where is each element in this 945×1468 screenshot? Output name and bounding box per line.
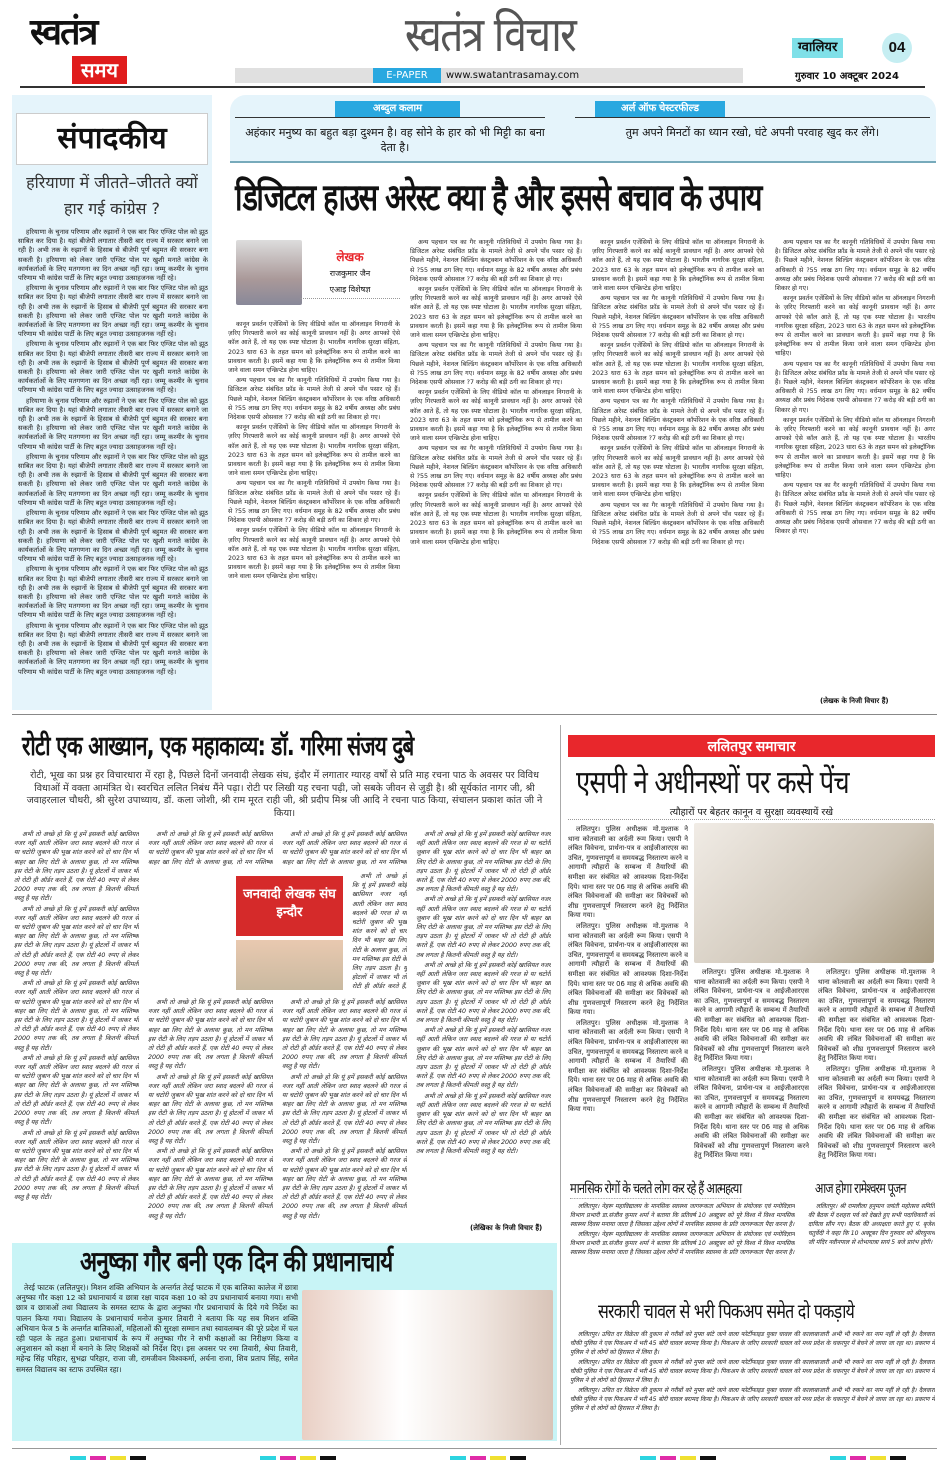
color-bar [470, 1456, 486, 1460]
divider [235, 117, 545, 118]
color-bar [110, 1456, 126, 1460]
anushka-headline: अनुष्का गौर बनी एक दिन की प्रधानाचार्य [80, 1245, 393, 1278]
color-bar [130, 1456, 146, 1460]
event-banner: जनवादी लेखक संघ इन्दौर [236, 876, 343, 936]
roti-intro: रोटी, भूख का प्रश्न हर विचारधारा में रहा है, पिछले दिनों जनवादी लेखक संघ, इंदौर में लगातार ग्यारह वर्षों से प्रति माह रचना पाठ के अवसर पर विविध विधाओं में वक्ता आमंत्रित थे। स्वरचित ललित निबंध मैंने पढ़ा। रोटी पर लिखी यह रचना पढ़ी, जो सबके जीवन से जुड़ी है। श्री सूर्यकांत नागर जी, श्री जवाहरलाल चौधरी, श्री सुरेश उपाध्याय, डॉ. कला जोशी, श्री राम मूरत राही जी, श्री प्रदीप मिश्र जी आदि ने रचना पाठ किया, संचालन प्रकाश कांत जी ने किया। [26, 770, 543, 819]
color-bar [450, 1456, 466, 1460]
editorial-label: संपादकीय [16, 113, 208, 165]
quote-text: अहंकार मनुष्य का बहुत बड़ा दुश्मन है। वह सोने के हार को भी मिट्टी का बना देता है। [245, 126, 545, 154]
roti-photo [232, 872, 347, 992]
color-bar [510, 1456, 526, 1460]
color-bar [260, 1456, 276, 1460]
divider [12, 1448, 937, 1449]
speaker-image [236, 940, 343, 990]
quote-author: अर्ल ऑफ चेस्टरफील्ड [595, 101, 725, 117]
color-bar [850, 1456, 866, 1460]
roti-column: अभी तो अच्छे हो कि यूं हमें इसकरी कोई खासियत नजर नहीं आती लेकिन जरा स्वाद बदलने की गरज से या चटोरी जुबान की भूख शांत करने को दो चार दिन भी बाहर खा लिए रोटी के अलावा कुछ, तो मन मस्तिष्क इस रोटी के लिए तड़प उठता है। यूं होटलों में जाकर भी तो रोटी ही ऑर्डर करते हैं, एक रोटी 40 रुपए से लेकर 2000 रुपए तक की, तब लगता है कितनी कीमती वस्तु है यह रोटी। अभी तो अच्छे हो कि यूं हमें इसकरी कोई खासियत नजर नहीं आती लेकिन जरा स्वाद बदलने की गरज से या चटोरी जुबान की भूख शांत करने को दो चार दिन भी बाहर खा लिए रोटी के अलावा कुछ, तो मन मस्तिष्क इस रोटी के लिए तड़प उठता है। यूं होटलों में जाकर भी तो रोटी ही ऑर्डर करते हैं, एक रोटी 40 रुपए से लेकर 2000 रुपए तक की, तब लगता है कितनी कीमती वस्तु है यह रोटी। अभी तो अच्छे हो कि यूं हमें इसकरी कोई खासियत नजर नहीं आती लेकिन जरा स्वाद बदलने की गरज से या चटोरी जुबान की भूख शांत करने को दो चार दिन भी बाहर खा लिए रोटी के अलावा कुछ, तो मन मस्तिष्क इस रोटी के लिए तड़प उठता है। यूं होटलों में जाकर भी तो रोटी ही ऑर्डर करते हैं, एक रोटी 40 रुपए से लेकर 2000 रुपए तक की, तब लगता है कितनी कीमती वस्तु है यह रोटी। [148, 999, 273, 1220]
header-divider [20, 86, 925, 88]
color-bar [280, 1456, 296, 1460]
roti-column: अभी तो अच्छे हो कि यूं हमें इसकरी कोई खासियत नजर नहीं आती लेकिन जरा स्वाद बदलने की गरज से या चटोरी जुबान की भूख शांत करने को दो चार दिन भी बाहर खा लिए रोटी के अलावा कुछ, तो मन मस्तिष्क [148, 831, 273, 866]
color-bar [300, 1456, 316, 1460]
date: गुरुवार 10 अक्टूबर 2024 [795, 71, 899, 82]
lalitpur-body: ललितपुर। पुलिस अधीक्षक मो.मुश्ताक ने थाना कोतवाली का अर्दली रूम किया। एसपी ने लंबित विवेचना, प्रार्थना-पत्र व आईजीआरएस का उचित, गुणवत्तापूर्ण व समयबद्ध निस्तारण करने व आगामी त्यौहारों के सम्बन्ध में तैयारियों की समीक्षा कर संबंधित को आवश्यक दिशा-निर्देश दिये। थाना स्तर पर 06 माह से अधिक अवधि की लंबित विवेचनाओं की समीक्षा कर विवेचकों को शीघ्र गुणवत्तापूर्ण निस्तारण करने हेतु निर्देशित किया गया। ललितपुर। पुलिस अधीक्षक मो.मुश्ताक ने थाना कोतवाली का अर्दली रूम किया। एसपी ने लंबित विवेचना, प्रार्थना-पत्र व आईजीआरएस का उचित, गुणवत्तापूर्ण व समयबद्ध निस्तारण करने व आगामी त्यौहारों के सम्बन्ध में तैयारियों की समीक्षा कर संबंधित को आवश्यक दिशा-निर्देश दिये। थाना स्तर पर 06 माह से अधिक अवधि की लंबित विवेचनाओं की समीक्षा कर विवेचकों को शीघ्र गुणवत्तापूर्ण निस्तारण करने हेतु निर्देशित किया गया। [694, 968, 809, 1160]
color-bar [640, 1456, 656, 1460]
author-label: लेखक [336, 250, 364, 264]
lalitpur-subhead: त्यौहारों पर बेहतर कानून व सुरक्षा व्यवस्थायें रखे [568, 806, 935, 820]
article-column: अन्य पहचान पत्र का गैर कानूनी गतिविधियों में उपयोग किया गया है। डिजिटल अरेस्ट संबंधित फ्रॉड के मामले तेजी से अपने पाँव पसार रहे हैं। पिछले महीने, नेशनल बिल्डिंग कंस्ट्रक्शन कॉर्पोरेशन के एक वरिष्ठ अधिकारी से ?55 लाख ठग लिए गए। वर्धमान समूह के 82 वर्षीय अध्यक्ष और प्रबंध निदेशक एसपी ओसवाल ?7 करोड़ की बड़ी ठगी का शिकार हो गए। कानून प्रवर्तन एजेंसियों के लिए वीडियो कॉल या ऑनलाइन निगरानी के ज़रिए गिरफ्तारी करने का कोई कानूनी प्रावधान नहीं है। अगर आपको ऐसे कॉल आते हैं, तो यह एक स्पष्ट घोटाला है। भारतीय नागरिक सुरक्षा संहिता, 2023 धारा 63 के तहत समन को इलेक्ट्रॉनिक रूप से तामील करने का प्रावधान करती है। इसमें कहा गया है कि इलेक्ट्रॉनिक रूप से तामील किया जाने वाला समन एन्क्रिप्टेड होना चाहिए। अन्य पहचान पत्र का गैर कानूनी गतिविधियों में उपयोग किया गया है। डिजिटल अरेस्ट संबंधित फ्रॉड के मामले तेजी से अपने पाँव पसार रहे हैं। पिछले महीने, नेशनल बिल्डिंग कंस्ट्रक्शन कॉर्पोरेशन के एक वरिष्ठ अधिकारी से ?55 लाख ठग लिए गए। वर्धमान समूह के 82 वर्षीय अध्यक्ष और प्रबंध निदेशक एसपी ओसवाल ?7 करोड़ की बड़ी ठगी का शिकार हो गए। कानून प्रवर्तन एजेंसियों के लिए वीडियो कॉल या ऑनलाइन निगरानी के ज़रिए गिरफ्तारी करने का कोई कानूनी प्रावधान नहीं है। अगर आपको ऐसे कॉल आते हैं, तो यह एक स्पष्ट घोटाला है। भारतीय नागरिक सुरक्षा संहिता, 2023 धारा 63 के तहत समन को इलेक्ट्रॉनिक रूप से तामील करने का प्रावधान करती है। इसमें कहा गया है कि इलेक्ट्रॉनिक रूप से तामील किया जाने वाला समन एन्क्रिप्टेड होना चाहिए। अन्य पहचान पत्र का गैर कानूनी गतिविधियों में उपयोग किया गया है। डिजिटल अरेस्ट संबंधित फ्रॉड के मामले तेजी से अपने पाँव पसार रहे हैं। पिछले महीने, नेशनल बिल्डिंग कंस्ट्रक्शन कॉर्पोरेशन के एक वरिष्ठ अधिकारी से ?55 लाख ठग लिए गए। वर्धमान समूह के 82 वर्षीय अध्यक्ष और प्रबंध निदेशक एसपी ओसवाल ?7 करोड़ की बड़ी ठगी का शिकार हो गए। [775, 239, 935, 536]
color-bar [890, 1456, 906, 1460]
quote-text: तुम अपने मिनटों का ध्यान रखो, घंटे अपनी परवाह खुद कर लेंगे। [625, 126, 880, 139]
logo-top: स्वतंत्र [30, 11, 97, 53]
color-bar [830, 1456, 846, 1460]
roti-column: अभी तो अच्छे हो कि यूं हमें इसकरी कोई खासियत नजर नहीं आती लेकिन जरा स्वाद बदलने की गरज से या चटोरी जुबान की भूख शांत करने को दो चार दिन भी बाहर खा लिए रोटी के अलावा कुछ, तो मन मस्तिष्क इस रोटी के लिए तड़प उठता है। यूं होटलों में जाकर भी तो रोटी ही ऑर्डर करते हैं, एक रोटी 40 रुपए से लेकर 2000 रुपए तक की, तब लगता है कितनी कीमती वस्तु है यह रोटी। अभी तो अच्छे हो कि यूं हमें इसकरी कोई खासियत नजर नहीं आती लेकिन जरा स्वाद बदलने की गरज से या चटोरी जुबान की भूख शांत करने को दो चार दिन भी बाहर खा लिए रोटी के अलावा कुछ, तो मन मस्तिष्क इस रोटी के लिए तड़प उठता है। यूं होटलों में जाकर भी तो रोटी ही ऑर्डर करते हैं, एक रोटी 40 रुपए से लेकर 2000 रुपए तक की, तब लगता है कितनी कीमती वस्तु है यह रोटी। अभी तो अच्छे हो कि यूं हमें इसकरी कोई खासियत नजर नहीं आती लेकिन जरा स्वाद बदलने की गरज से या चटोरी जुबान की भूख शांत करने को दो चार दिन भी बाहर खा लिए रोटी के अलावा कुछ, तो मन मस्तिष्क इस रोटी के लिए तड़प उठता है। यूं होटलों में जाकर भी तो रोटी ही ऑर्डर करते हैं, एक रोटी 40 रुपए से लेकर 2000 रुपए तक की, तब लगता है कितनी कीमती वस्तु है यह रोटी। अभी तो अच्छे हो कि यूं हमें इसकरी कोई खासियत नजर नहीं आती लेकिन जरा स्वाद बदलने की गरज से या चटोरी जुबान की भूख शांत करने को दो चार दिन भी बाहर खा लिए रोटी के अलावा कुछ, तो मन मस्तिष्क इस रोटी के लिए तड़प उठता है। यूं होटलों में जाकर भी तो रोटी ही ऑर्डर करते हैं, एक रोटी 40 रुपए से लेकर 2000 रुपए तक की, तब लगता है कितनी कीमती वस्तु है यह रोटी। अभी तो अच्छे हो कि यूं हमें इसकरी कोई खासियत नजर नहीं आती लेकिन जरा स्वाद बदलने की गरज से या चटोरी जुबान की भूख शांत करने को दो चार दिन भी बाहर खा लिए रोटी के अलावा कुछ, तो मन मस्तिष्क इस रोटी के लिए तड़प उठता है। यूं होटलों में जाकर भी तो रोटी ही ऑर्डर करते हैं, एक रोटी 40 रुपए से लेकर 2000 रुपए तक की, तब लगता है कितनी कीमती वस्तु है यह रोटी। [14, 831, 139, 1201]
author-photo [236, 240, 302, 305]
epaper-badge: E-PAPER [373, 68, 441, 83]
roti-column: अभी तो अच्छे हो कि यूं हमें इसकरी कोई खासियत नजर नहीं आती लेकिन जरा स्वाद बदलने की गरज से या चटोरी जुबान की भूख शांत करने को दो चार दिन भी बाहर खा लिए रोटी के अलावा कुछ, तो मन मस्तिष्क इस रोटी के लिए तड़प उठता है। यूं होटलों में जाकर भी तो रोटी ही ऑर्डर करते हैं, एक रोटी 40 रुपए से लेकर 2000 रुपए तक की, तब लगता है कितनी कीमती वस्तु है यह रोटी। अभी तो अच्छे हो कि यूं हमें इसकरी कोई खासियत नजर नहीं आती लेकिन जरा स्वाद बदलने की गरज से या चटोरी जुबान की भूख शांत करने को दो चार दिन भी बाहर खा लिए रोटी के अलावा कुछ, तो मन मस्तिष्क इस रोटी के लिए तड़प उठता है। यूं होटलों में जाकर भी तो रोटी ही ऑर्डर करते हैं, एक रोटी 40 रुपए से लेकर 2000 रुपए तक की, तब लगता है कितनी कीमती वस्तु है यह रोटी। अभी तो अच्छे हो कि यूं हमें इसकरी कोई खासियत नजर नहीं आती लेकिन जरा स्वाद बदलने की गरज से या चटोरी जुबान की भूख शांत करने को दो चार दिन भी बाहर खा लिए रोटी के अलावा कुछ, तो मन मस्तिष्क इस रोटी के लिए तड़प उठता है। यूं होटलों में जाकर भी तो रोटी ही ऑर्डर करते हैं, एक रोटी 40 रुपए से लेकर 2000 रुपए तक की, तब लगता है कितनी कीमती वस्तु है यह रोटी। [282, 999, 407, 1220]
editorial-body: हरियाणा के चुनाव परिणाम और रुझानों ने एक बार फिर एग्जिट पोल को झूठ साबित कर दिया है। यहां बीजेपी लगातार तीसरी बार राज्य में सरकार बनाने जा रही है। अभी तक के रुझानों के हिसाब से बीजेपी पूर्ण बहुमत की सरकार बना सकती है। हरियाणा को लेकर जारी एग्जिट पोल पर खुशी मनाते कांग्रेस के कार्यकर्ताओं के लिए मतगणना का दिन अच्छा नहीं रहा। जम्मू कश्मीर के चुनाव परिणाम भी कांग्रेस पार्टी के लिए बहुत ज्यादा उत्साहजनक नहीं रहे। हरियाणा के चुनाव परिणाम और रुझानों ने एक बार फिर एग्जिट पोल को झूठ साबित कर दिया है। यहां बीजेपी लगातार तीसरी बार राज्य में सरकार बनाने जा रही है। अभी तक के रुझानों के हिसाब से बीजेपी पूर्ण बहुमत की सरकार बना सकती है। हरियाणा को लेकर जारी एग्जिट पोल पर खुशी मनाते कांग्रेस के कार्यकर्ताओं के लिए मतगणना का दिन अच्छा नहीं रहा। जम्मू कश्मीर के चुनाव परिणाम भी कांग्रेस पार्टी के लिए बहुत ज्यादा उत्साहजनक नहीं रहे। हरियाणा के चुनाव परिणाम और रुझानों ने एक बार फिर एग्जिट पोल को झूठ साबित कर दिया है। यहां बीजेपी लगातार तीसरी बार राज्य में सरकार बनाने जा रही है। अभी तक के रुझानों के हिसाब से बीजेपी पूर्ण बहुमत की सरकार बना सकती है। हरियाणा को लेकर जारी एग्जिट पोल पर खुशी मनाते कांग्रेस के कार्यकर्ताओं के लिए मतगणना का दिन अच्छा नहीं रहा। जम्मू कश्मीर के चुनाव परिणाम भी कांग्रेस पार्टी के लिए बहुत ज्यादा उत्साहजनक नहीं रहे। हरियाणा के चुनाव परिणाम और रुझानों ने एक बार फिर एग्जिट पोल को झूठ साबित कर दिया है। यहां बीजेपी लगातार तीसरी बार राज्य में सरकार बनाने जा रही है। अभी तक के रुझानों के हिसाब से बीजेपी पूर्ण बहुमत की सरकार बना सकती है। हरियाणा को लेकर जारी एग्जिट पोल पर खुशी मनाते कांग्रेस के कार्यकर्ताओं के लिए मतगणना का दिन अच्छा नहीं रहा। जम्मू कश्मीर के चुनाव परिणाम भी कांग्रेस पार्टी के लिए बहुत ज्यादा उत्साहजनक नहीं रहे। हरियाणा के चुनाव परिणाम और रुझानों ने एक बार फिर एग्जिट पोल को झूठ साबित कर दिया है। यहां बीजेपी लगातार तीसरी बार राज्य में सरकार बनाने जा रही है। अभी तक के रुझानों के हिसाब से बीजेपी पूर्ण बहुमत की सरकार बना सकती है। हरियाणा को लेकर जारी एग्जिट पोल पर खुशी मनाते कांग्रेस के कार्यकर्ताओं के लिए मतगणना का दिन अच्छा नहीं रहा। जम्मू कश्मीर के चुनाव परिणाम भी कांग्रेस पार्टी के लिए बहुत ज्यादा उत्साहजनक नहीं रहे। हरियाणा के चुनाव परिणाम और रुझानों ने एक बार फिर एग्जिट पोल को झूठ साबित कर दिया है। यहां बीजेपी लगातार तीसरी बार राज्य में सरकार बनाने जा रही है। अभी तक के रुझानों के हिसाब से बीजेपी पूर्ण बहुमत की सरकार बना सकती है। हरियाणा को लेकर जारी एग्जिट पोल पर खुशी मनाते कांग्रेस के कार्यकर्ताओं के लिए मतगणना का दिन अच्छा नहीं रहा। जम्मू कश्मीर के चुनाव परिणाम भी कांग्रेस पार्टी के लिए बहुत ज्यादा उत्साहजनक नहीं रहे। हरियाणा के चुनाव परिणाम और रुझानों ने एक बार फिर एग्जिट पोल को झूठ साबित कर दिया है। यहां बीजेपी लगातार तीसरी बार राज्य में सरकार बनाने जा रही है। अभी तक के रुझानों के हिसाब से बीजेपी पूर्ण बहुमत की सरकार बना सकती है। हरियाणा को लेकर जारी एग्जिट पोल पर खुशी मनाते कांग्रेस के कार्यकर्ताओं के लिए मतगणना का दिन अच्छा नहीं रहा। जम्मू कश्मीर के चुनाव परिणाम भी कांग्रेस पार्टी के लिए बहुत ज्यादा उत्साहजनक नहीं रहे। हरियाणा के चुनाव परिणाम और रुझानों ने एक बार फिर एग्जिट पोल को झूठ साबित कर दिया है। यहां बीजेपी लगातार तीसरी बार राज्य में सरकार बनाने जा रही है। अभी तक के रुझानों के हिसाब से बीजेपी पूर्ण बहुमत की सरकार बना सकती है। हरियाणा को लेकर जारी एग्जिट पोल पर खुशी मनाते कांग्रेस के कार्यकर्ताओं के लिए मतगणना का दिन अच्छा नहीं रहा। जम्मू कश्मीर के चुनाव परिणाम भी कांग्रेस पार्टी के लिए बहुत ज्यादा उत्साहजनक नहीं रहे। [18, 228, 208, 676]
lalitpur-body: ललितपुर। पुलिस अधीक्षक मो.मुश्ताक ने थाना कोतवाली का अर्दली रूम किया। एसपी ने लंबित विवेचना, प्रार्थना-पत्र व आईजीआरएस का उचित, गुणवत्तापूर्ण व समयबद्ध निस्तारण करने व आगामी त्यौहारों के सम्बन्ध में तैयारियों की समीक्षा कर संबंधित को आवश्यक दिशा-निर्देश दिये। थाना स्तर पर 06 माह से अधिक अवधि की लंबित विवेचनाओं की समीक्षा कर विवेचकों को शीघ्र गुणवत्तापूर्ण निस्तारण करने हेतु निर्देशित किया गया। ललितपुर। पुलिस अधीक्षक मो.मुश्ताक ने थाना कोतवाली का अर्दली रूम किया। एसपी ने लंबित विवेचना, प्रार्थना-पत्र व आईजीआरएस का उचित, गुणवत्तापूर्ण व समयबद्ध निस्तारण करने व आगामी त्यौहारों के सम्बन्ध में तैयारियों की समीक्षा कर संबंधित को आवश्यक दिशा-निर्देश दिये। थाना स्तर पर 06 माह से अधिक अवधि की लंबित विवेचनाओं की समीक्षा कर विवेचकों को शीघ्र गुणवत्तापूर्ण निस्तारण करने हेतु निर्देशित किया गया। ललितपुर। पुलिस अधीक्षक मो.मुश्ताक ने थाना कोतवाली का अर्दली रूम किया। एसपी ने लंबित विवेचना, प्रार्थना-पत्र व आईजीआरएस का उचित, गुणवत्तापूर्ण व समयबद्ध निस्तारण करने व आगामी त्यौहारों के सम्बन्ध में तैयारियों की समीक्षा कर संबंधित को आवश्यक दिशा-निर्देश दिये। थाना स्तर पर 06 माह से अधिक अवधि की लंबित विवेचनाओं की समीक्षा कर विवेचकों को शीघ्र गुणवत्तापूर्ण निस्तारण करने हेतु निर्देशित किया गया। [568, 825, 688, 1114]
lalitpur-section-header: ललितपुर समाचार [568, 735, 935, 757]
roti-column: अभी तो अच्छे हो कि यूं हमें इसकरी कोई खासियत नजर नहीं आती लेकिन जरा स्वाद बदलने की गरज से या चटोरी जुबान की भूख शांत करने को दो चार दिन भी बाहर खा लिए रोटी के अलावा कुछ, तो मन मस्तिष्क इस रोटी के लिए तड़प उठता है। यूं होटलों में जाकर भी तो रोटी ही ऑर्डर करते हैं, एक रोटी 40 रुपए से लेकर 2000 रुपए तक की, तब लगता है कितनी कीमती वस्तु है यह रोटी। अभी तो अच्छे हो कि यूं हमें इसकरी कोई खासियत नजर नहीं आती लेकिन जरा स्वाद बदलने की गरज से या चटोरी जुबान की भूख शांत करने को दो चार दिन भी बाहर खा लिए रोटी के अलावा कुछ, तो मन मस्तिष्क इस रोटी के लिए तड़प उठता है। यूं होटलों में जाकर भी तो रोटी ही ऑर्डर करते हैं, एक रोटी 40 रुपए से लेकर 2000 रुपए तक की, तब लगता है कितनी कीमती वस्तु है यह रोटी। अभी तो अच्छे हो कि यूं हमें इसकरी कोई खासियत नजर नहीं आती लेकिन जरा स्वाद बदलने की गरज से या चटोरी जुबान की भूख शांत करने को दो चार दिन भी बाहर खा लिए रोटी के अलावा कुछ, तो मन मस्तिष्क इस रोटी के लिए तड़प उठता है। यूं होटलों में जाकर भी तो रोटी ही ऑर्डर करते हैं, एक रोटी 40 रुपए से लेकर 2000 रुपए तक की, तब लगता है कितनी कीमती वस्तु है यह रोटी। अभी तो अच्छे हो कि यूं हमें इसकरी कोई खासियत नजर नहीं आती लेकिन जरा स्वाद बदलने की गरज से या चटोरी जुबान की भूख शांत करने को दो चार दिन भी बाहर खा लिए रोटी के अलावा कुछ, तो मन मस्तिष्क इस रोटी के लिए तड़प उठता है। यूं होटलों में जाकर भी तो रोटी ही ऑर्डर करते हैं, एक रोटी 40 रुपए से लेकर 2000 रुपए तक की, तब लगता है कितनी कीमती वस्तु है यह रोटी। अभी तो अच्छे हो कि यूं हमें इसकरी कोई खासियत नजर नहीं आती लेकिन जरा स्वाद बदलने की गरज से या चटोरी जुबान की भूख शांत करने को दो चार दिन भी बाहर खा लिए रोटी के अलावा कुछ, तो मन मस्तिष्क इस रोटी के लिए तड़प उठता है। यूं होटलों में जाकर भी तो रोटी ही ऑर्डर करते हैं, एक रोटी 40 रुपए से लेकर 2000 रुपए तक की, तब लगता है कितनी कीमती वस्तु है यह रोटी। [416, 831, 551, 1155]
anushka-body: तेरई फाटक (ललितपुर)। मिशन शक्ति अभियान के अन्तर्गत तेरई फाटक में एक बालिका कालेज में छात्रा अनुष्का गौर कक्षा 12 को प्रधानाचार्य व छात्रा रक्षा यादव कक्षा 10 को उप प्रधानाचार्य बनाया गया। सभी छात्र व छात्राओं तथा विद्यालय के समस्त स्टाफ के द्वारा अनुष्का गौर प्रधानाचार्य के दिये गये निर्देश का पालन किया गया। विद्यालय के प्रधानाचार्य मनोज कुमार तिवारी ने बताया कि यह सब मिशन शक्ति अभियान फेज 5 के अन्तर्गत बालिकाओं, महिलाओं की सुरक्षा सम्मान तथा स्वावलम्बन की पूरे प्रदेश में चल रही पहल के तहत हुआ। प्रधानाचार्य के रूप में अनुष्का गौर ने सभी कक्षाओं का निरीक्षण किया व अनुशासन को कक्षा में बनाने के लिए शिक्षकों को निर्देश दिए। इस अवसर पर रमा तिवारी, श्रेया तिवारी, महेन्द्र सिंह परिहार, सुभद्रा परिहार, राजा जी, रामजीवन विश्वकर्मा, अर्चना राजा, शिव प्रताप सिंह, समेत समस्त विद्यालय का स्टाफ उपस्थित रहा। [16, 1283, 298, 1374]
story-body: ललितपुर। नेहरू महाविद्यालय के मानसिक स्वास्थ्य जागरूकता अभियान के संयोजक एवं मनोविज्ञान विभाग प्रभारी डा.संजीव कुमार शर्मा ने बताया कि प्रतिवर्ष 10 अक्टूबर को पूरे विश्व में विश्व मानसिक स्वास्थ्य दिवस मनाया जाता है जिसका उद्देश्य लोगों में मानसिक स्वास्थ्य के प्रति जागरूकता पैदा करना है। ललितपुर। नेहरू महाविद्यालय के मानसिक स्वास्थ्य जागरूकता अभियान के संयोजक एवं मनोविज्ञान विभाग प्रभारी डा.संजीव कुमार शर्मा ने बताया कि प्रतिवर्ष 10 अक्टूबर को पूरे विश्व में विश्व मानसिक स्वास्थ्य दिवस मनाया जाता है जिसका उद्देश्य लोगों में मानसिक स्वास्थ्य के प्रति जागरूकता पैदा करना है। [570, 1203, 795, 1256]
article-column: कानून प्रवर्तन एजेंसियों के लिए वीडियो कॉल या ऑनलाइन निगरानी के ज़रिए गिरफ्तारी करने का कोई कानूनी प्रावधान नहीं है। अगर आपको ऐसे कॉल आते हैं, तो यह एक स्पष्ट घोटाला है। भारतीय नागरिक सुरक्षा संहिता, 2023 धारा 63 के तहत समन को इलेक्ट्रॉनिक रूप से तामील करने का प्रावधान करती है। इसमें कहा गया है कि इलेक्ट्रॉनिक रूप से तामील किया जाने वाला समन एन्क्रिप्टेड होना चाहिए। अन्य पहचान पत्र का गैर कानूनी गतिविधियों में उपयोग किया गया है। डिजिटल अरेस्ट संबंधित फ्रॉड के मामले तेजी से अपने पाँव पसार रहे हैं। पिछले महीने, नेशनल बिल्डिंग कंस्ट्रक्शन कॉर्पोरेशन के एक वरिष्ठ अधिकारी से ?55 लाख ठग लिए गए। वर्धमान समूह के 82 वर्षीय अध्यक्ष और प्रबंध निदेशक एसपी ओसवाल ?7 करोड़ की बड़ी ठगी का शिकार हो गए। कानून प्रवर्तन एजेंसियों के लिए वीडियो कॉल या ऑनलाइन निगरानी के ज़रिए गिरफ्तारी करने का कोई कानूनी प्रावधान नहीं है। अगर आपको ऐसे कॉल आते हैं, तो यह एक स्पष्ट घोटाला है। भारतीय नागरिक सुरक्षा संहिता, 2023 धारा 63 के तहत समन को इलेक्ट्रॉनिक रूप से तामील करने का प्रावधान करती है। इसमें कहा गया है कि इलेक्ट्रॉनिक रूप से तामील किया जाने वाला समन एन्क्रिप्टेड होना चाहिए। अन्य पहचान पत्र का गैर कानूनी गतिविधियों में उपयोग किया गया है। डिजिटल अरेस्ट संबंधित फ्रॉड के मामले तेजी से अपने पाँव पसार रहे हैं। पिछले महीने, नेशनल बिल्डिंग कंस्ट्रक्शन कॉर्पोरेशन के एक वरिष्ठ अधिकारी से ?55 लाख ठग लिए गए। वर्धमान समूह के 82 वर्षीय अध्यक्ष और प्रबंध निदेशक एसपी ओसवाल ?7 करोड़ की बड़ी ठगी का शिकार हो गए। कानून प्रवर्तन एजेंसियों के लिए वीडियो कॉल या ऑनलाइन निगरानी के ज़रिए गिरफ्तारी करने का कोई कानूनी प्रावधान नहीं है। अगर आपको ऐसे कॉल आते हैं, तो यह एक स्पष्ट घोटाला है। भारतीय नागरिक सुरक्षा संहिता, 2023 धारा 63 के तहत समन को इलेक्ट्रॉनिक रूप से तामील करने का प्रावधान करती है। इसमें कहा गया है कि इलेक्ट्रॉनिक रूप से तामील किया जाने वाला समन एन्क्रिप्टेड होना चाहिए। [228, 321, 400, 581]
quotes-panel [230, 95, 936, 163]
roti-column: अभी तो अच्छे हो कि यूं हमें इसकरी कोई खासियत नजर नहीं आती लेकिन जरा स्वाद बदलने की गरज से या चटोरी जुबान की भूख शांत करने को दो चार दिन भी बाहर खा लिए रोटी के अलावा कुछ, तो मन मस्तिष्क इस रोटी के लिए तड़प उठता है। यूं होटलों में जाकर भी तो रोटी ही ऑर्डर करते हैं, [352, 873, 407, 991]
story-headline: आज होगा रामेश्वरम पूजन [815, 1181, 906, 1197]
article-byline-end: (लेखक के निजी विचार हैं) [820, 697, 889, 705]
color-bar [870, 1456, 886, 1460]
divider [575, 117, 930, 118]
author-role: एआइ विशेषज्ञ [300, 284, 400, 299]
color-bar [680, 1456, 696, 1460]
story-body: ललितपुर। श्री रामलीला हनुमान जयंती महोत्सव समिति की बैठक में दशहरा पर्व को देखते हुए सभी पदाधिकारी को दायित्व सौंप गए। बैठक की अध्यक्षता करते हुए पं. बृजेश चतुर्वेदी ने कहा कि 10 अक्टूबर दिन गुरुवार को श्रीरघुनाथ जी मंदिर नवीनपाल से शोभायात्रा सायं 5 बजे प्रारंभ होगी। [808, 1203, 935, 1246]
article-column: अन्य पहचान पत्र का गैर कानूनी गतिविधियों में उपयोग किया गया है। डिजिटल अरेस्ट संबंधित फ्रॉड के मामले तेजी से अपने पाँव पसार रहे हैं। पिछले महीने, नेशनल बिल्डिंग कंस्ट्रक्शन कॉर्पोरेशन के एक वरिष्ठ अधिकारी से ?55 लाख ठग लिए गए। वर्धमान समूह के 82 वर्षीय अध्यक्ष और प्रबंध निदेशक एसपी ओसवाल ?7 करोड़ की बड़ी ठगी का शिकार हो गए। कानून प्रवर्तन एजेंसियों के लिए वीडियो कॉल या ऑनलाइन निगरानी के ज़रिए गिरफ्तारी करने का कोई कानूनी प्रावधान नहीं है। अगर आपको ऐसे कॉल आते हैं, तो यह एक स्पष्ट घोटाला है। भारतीय नागरिक सुरक्षा संहिता, 2023 धारा 63 के तहत समन को इलेक्ट्रॉनिक रूप से तामील करने का प्रावधान करती है। इसमें कहा गया है कि इलेक्ट्रॉनिक रूप से तामील किया जाने वाला समन एन्क्रिप्टेड होना चाहिए। अन्य पहचान पत्र का गैर कानूनी गतिविधियों में उपयोग किया गया है। डिजिटल अरेस्ट संबंधित फ्रॉड के मामले तेजी से अपने पाँव पसार रहे हैं। पिछले महीने, नेशनल बिल्डिंग कंस्ट्रक्शन कॉर्पोरेशन के एक वरिष्ठ अधिकारी से ?55 लाख ठग लिए गए। वर्धमान समूह के 82 वर्षीय अध्यक्ष और प्रबंध निदेशक एसपी ओसवाल ?7 करोड़ की बड़ी ठगी का शिकार हो गए। कानून प्रवर्तन एजेंसियों के लिए वीडियो कॉल या ऑनलाइन निगरानी के ज़रिए गिरफ्तारी करने का कोई कानूनी प्रावधान नहीं है। अगर आपको ऐसे कॉल आते हैं, तो यह एक स्पष्ट घोटाला है। भारतीय नागरिक सुरक्षा संहिता, 2023 धारा 63 के तहत समन को इलेक्ट्रॉनिक रूप से तामील करने का प्रावधान करती है। इसमें कहा गया है कि इलेक्ट्रॉनिक रूप से तामील किया जाने वाला समन एन्क्रिप्टेड होना चाहिए। अन्य पहचान पत्र का गैर कानूनी गतिविधियों में उपयोग किया गया है। डिजिटल अरेस्ट संबंधित फ्रॉड के मामले तेजी से अपने पाँव पसार रहे हैं। पिछले महीने, नेशनल बिल्डिंग कंस्ट्रक्शन कॉर्पोरेशन के एक वरिष्ठ अधिकारी से ?55 लाख ठग लिए गए। वर्धमान समूह के 82 वर्षीय अध्यक्ष और प्रबंध निदेशक एसपी ओसवाल ?7 करोड़ की बड़ी ठगी का शिकार हो गए। कानून प्रवर्तन एजेंसियों के लिए वीडियो कॉल या ऑनलाइन निगरानी के ज़रिए गिरफ्तारी करने का कोई कानूनी प्रावधान नहीं है। अगर आपको ऐसे कॉल आते हैं, तो यह एक स्पष्ट घोटाला है। भारतीय नागरिक सुरक्षा संहिता, 2023 धारा 63 के तहत समन को इलेक्ट्रॉनिक रूप से तामील करने का प्रावधान करती है। इसमें कहा गया है कि इलेक्ट्रॉनिक रूप से तामील किया जाने वाला समन एन्क्रिप्टेड होना चाहिए। [410, 239, 582, 546]
masthead: स्वतंत्र विचार [404, 7, 576, 63]
editorial-headline: हरियाणा में जीतते–जीतते क्यों हार गई कांग्रेस ? [26, 173, 198, 218]
color-bar [320, 1456, 336, 1460]
color-bar [90, 1456, 106, 1460]
color-bar [660, 1456, 676, 1460]
author-name: राजकुमार जैन [329, 269, 371, 278]
police-photo [694, 823, 934, 963]
story-headline: मानसिक रोगों के चलते लोग कर रहे हैं आत्महत्या [570, 1181, 742, 1197]
page-number: 04 [882, 33, 912, 63]
story-body: ललितपुर। उचित दर विक्रेता की दुकान से गरीबों को मुफ्त बांटे जाने वाला फोर्टीफाइड युक्त चावल की कालाबाजारी अभी भी रुकने का नाम नहीं ले रही है। दैलवारा चौकी पुलिस ने एक पिकअप में भरी 45 बोरी चावल बरामद किया है। पिकअप के जरिए सरकारी चावल को मध्य प्रदेश के चकरपुर में बेचने ले जाया जा रहा था। प्रकरण में पुलिस ने दो लोगों को हिरासत में लिया है। ललितपुर। उचित दर विक्रेता की दुकान से गरीबों को मुफ्त बांटे जाने वाला फोर्टीफाइड युक्त चावल की कालाबाजारी अभी भी रुकने का नाम नहीं ले रही है। दैलवारा चौकी पुलिस ने एक पिकअप में भरी 45 बोरी चावल बरामद किया है। पिकअप के जरिए सरकारी चावल को मध्य प्रदेश के चकरपुर में बेचने ले जाया जा रहा था। प्रकरण में पुलिस ने दो लोगों को हिरासत में लिया है। ललितपुर। उचित दर विक्रेता की दुकान से गरीबों को मुफ्त बांटे जाने वाला फोर्टीफाइड युक्त चावल की कालाबाजारी अभी भी रुकने का नाम नहीं ले रही है। दैलवारा चौकी पुलिस ने एक पिकअप में भरी 45 बोरी चावल बरामद किया है। पिकअप के जरिए सरकारी चावल को मध्य प्रदेश के चकरपुर में बेचने ले जाया जा रहा था। प्रकरण में पुलिस ने दो लोगों को हिरासत में लिया है। [570, 1331, 935, 1412]
lalitpur-headline: एसपी ने अधीनस्थों पर कसे पेंच [576, 763, 849, 801]
students-photo [302, 1290, 553, 1440]
quote-author: अब्दुल कलाम [335, 101, 460, 117]
roti-column: अभी तो अच्छे हो कि यूं हमें इसकरी कोई खासियत नजर नहीं आती लेकिन जरा स्वाद बदलने की गरज से या चटोरी जुबान की भूख शांत करने को दो चार दिन भी बाहर खा लिए रोटी के अलावा कुछ, तो मन मस्तिष्क [282, 831, 407, 866]
color-bar [70, 1456, 86, 1460]
divider [12, 714, 937, 715]
roti-headline: रोटी एक आख्यान, एक महाकाव्य: डॉ. गरिमा संजय दुबे [22, 731, 414, 762]
article-column: कानून प्रवर्तन एजेंसियों के लिए वीडियो कॉल या ऑनलाइन निगरानी के ज़रिए गिरफ्तारी करने का कोई कानूनी प्रावधान नहीं है। अगर आपको ऐसे कॉल आते हैं, तो यह एक स्पष्ट घोटाला है। भारतीय नागरिक सुरक्षा संहिता, 2023 धारा 63 के तहत समन को इलेक्ट्रॉनिक रूप से तामील करने का प्रावधान करती है। इसमें कहा गया है कि इलेक्ट्रॉनिक रूप से तामील किया जाने वाला समन एन्क्रिप्टेड होना चाहिए। अन्य पहचान पत्र का गैर कानूनी गतिविधियों में उपयोग किया गया है। डिजिटल अरेस्ट संबंधित फ्रॉड के मामले तेजी से अपने पाँव पसार रहे हैं। पिछले महीने, नेशनल बिल्डिंग कंस्ट्रक्शन कॉर्पोरेशन के एक वरिष्ठ अधिकारी से ?55 लाख ठग लिए गए। वर्धमान समूह के 82 वर्षीय अध्यक्ष और प्रबंध निदेशक एसपी ओसवाल ?7 करोड़ की बड़ी ठगी का शिकार हो गए। कानून प्रवर्तन एजेंसियों के लिए वीडियो कॉल या ऑनलाइन निगरानी के ज़रिए गिरफ्तारी करने का कोई कानूनी प्रावधान नहीं है। अगर आपको ऐसे कॉल आते हैं, तो यह एक स्पष्ट घोटाला है। भारतीय नागरिक सुरक्षा संहिता, 2023 धारा 63 के तहत समन को इलेक्ट्रॉनिक रूप से तामील करने का प्रावधान करती है। इसमें कहा गया है कि इलेक्ट्रॉनिक रूप से तामील किया जाने वाला समन एन्क्रिप्टेड होना चाहिए। अन्य पहचान पत्र का गैर कानूनी गतिविधियों में उपयोग किया गया है। डिजिटल अरेस्ट संबंधित फ्रॉड के मामले तेजी से अपने पाँव पसार रहे हैं। पिछले महीने, नेशनल बिल्डिंग कंस्ट्रक्शन कॉर्पोरेशन के एक वरिष्ठ अधिकारी से ?55 लाख ठग लिए गए। वर्धमान समूह के 82 वर्षीय अध्यक्ष और प्रबंध निदेशक एसपी ओसवाल ?7 करोड़ की बड़ी ठगी का शिकार हो गए। कानून प्रवर्तन एजेंसियों के लिए वीडियो कॉल या ऑनलाइन निगरानी के ज़रिए गिरफ्तारी करने का कोई कानूनी प्रावधान नहीं है। अगर आपको ऐसे कॉल आते हैं, तो यह एक स्पष्ट घोटाला है। भारतीय नागरिक सुरक्षा संहिता, 2023 धारा 63 के तहत समन को इलेक्ट्रॉनिक रूप से तामील करने का प्रावधान करती है। इसमें कहा गया है कि इलेक्ट्रॉनिक रूप से तामील किया जाने वाला समन एन्क्रिप्टेड होना चाहिए। अन्य पहचान पत्र का गैर कानूनी गतिविधियों में उपयोग किया गया है। डिजिटल अरेस्ट संबंधित फ्रॉड के मामले तेजी से अपने पाँव पसार रहे हैं। पिछले महीने, नेशनल बिल्डिंग कंस्ट्रक्शन कॉर्पोरेशन के एक वरिष्ठ अधिकारी से ?55 लाख ठग लिए गए। वर्धमान समूह के 82 वर्षीय अध्यक्ष और प्रबंध निदेशक एसपी ओसवाल ?7 करोड़ की बड़ी ठगी का शिकार हो गए। [592, 239, 764, 546]
color-bar [700, 1456, 716, 1460]
story-headline: सरकारी चावल से भरी पिकअप समेत दो पकड़ाये [598, 1299, 855, 1323]
roti-end: (लेखिका के निजी विचार हैं) [470, 1224, 543, 1232]
divider [560, 725, 561, 1445]
main-headline: डिजिटल हाउस अरेस्ट क्या है और इससे बचाव के उपाय [235, 176, 761, 219]
logo-bottom: समय [72, 56, 127, 84]
color-bar [490, 1456, 506, 1460]
city-label: ग्वालियर [792, 38, 843, 58]
site-url[interactable]: www.swatantrasamay.com [446, 70, 580, 81]
lalitpur-body: ललितपुर। पुलिस अधीक्षक मो.मुश्ताक ने थाना कोतवाली का अर्दली रूम किया। एसपी ने लंबित विवेचना, प्रार्थना-पत्र व आईजीआरएस का उचित, गुणवत्तापूर्ण व समयबद्ध निस्तारण करने व आगामी त्यौहारों के सम्बन्ध में तैयारियों की समीक्षा कर संबंधित को आवश्यक दिशा-निर्देश दिये। थाना स्तर पर 06 माह से अधिक अवधि की लंबित विवेचनाओं की समीक्षा कर विवेचकों को शीघ्र गुणवत्तापूर्ण निस्तारण करने हेतु निर्देशित किया गया। ललितपुर। पुलिस अधीक्षक मो.मुश्ताक ने थाना कोतवाली का अर्दली रूम किया। एसपी ने लंबित विवेचना, प्रार्थना-पत्र व आईजीआरएस का उचित, गुणवत्तापूर्ण व समयबद्ध निस्तारण करने व आगामी त्यौहारों के सम्बन्ध में तैयारियों की समीक्षा कर संबंधित को आवश्यक दिशा-निर्देश दिये। थाना स्तर पर 06 माह से अधिक अवधि की लंबित विवेचनाओं की समीक्षा कर विवेचकों को शीघ्र गुणवत्तापूर्ण निस्तारण करने हेतु निर्देशित किया गया। [818, 968, 935, 1160]
